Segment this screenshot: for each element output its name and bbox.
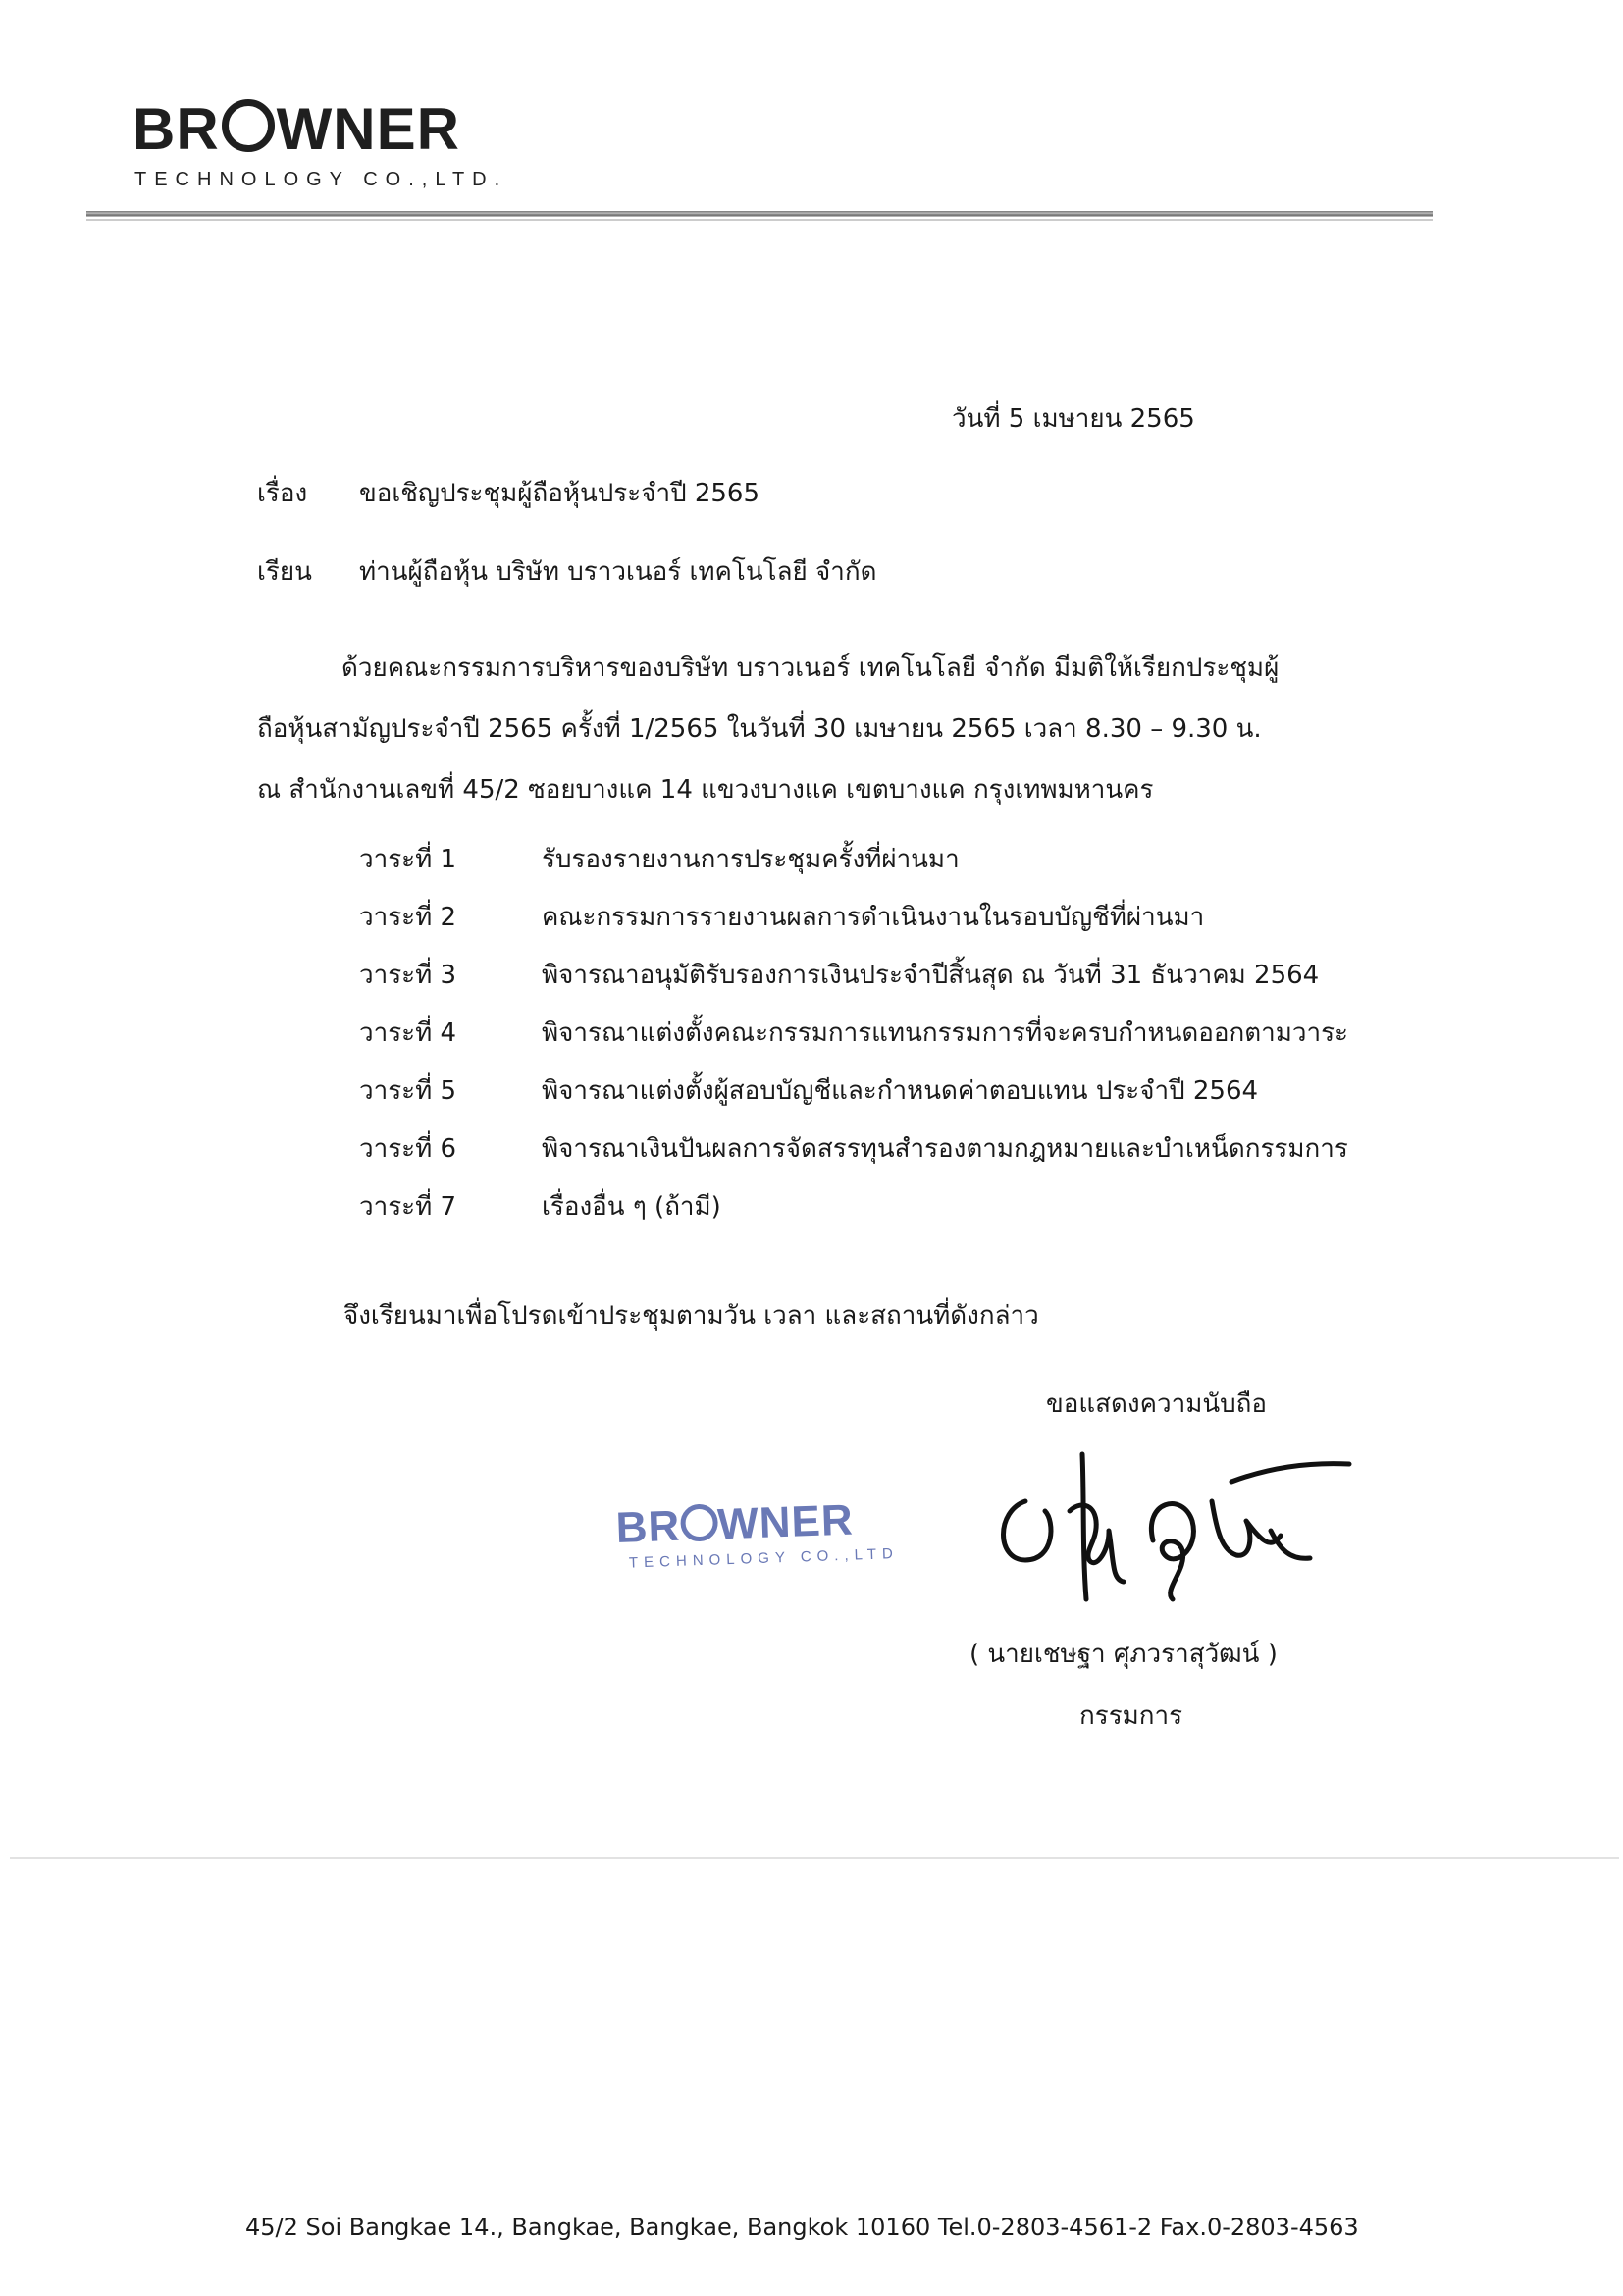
agenda-text: เรื่องอื่น ๆ (ถ้ามี) [542,1192,721,1222]
agenda-number: วาระที่ 4 [359,1018,457,1048]
agenda-text: พิจารณาเงินปันผลการจัดสรรทุนสำรองตามกฎหมายและบำเหน็ดกรรมการ [542,1134,1348,1164]
company-address-footer: 45/2 Soi Bangkae 14., Bangkae, Bangkae, Bangkok 10160 Tel.0-2803-4561-2 Fax.0-2803-4563 [245,2214,1359,2241]
body-line: ถือหุ้นสามัญประจำปี 2565 ครั้งที่ 1/2565 ในวันที่ 30 เมษายน 2565 เวลา 8.30 – 9.30 น. [257,714,1262,744]
agenda-text: คณะกรรมการรายงานผลการดำเนินงานในรอบบัญชีที่ผ่านมา [542,903,1205,932]
body-line: ณ สำนักงานเลขที่ 45/2 ซอยบางแค 14 แขวงบางแค เขตบางแค กรุงเทพมหานคร [257,775,1154,805]
subject-value: ขอเชิญประชุมผู้ถือหุ้นประจำปี 2565 [359,479,760,508]
agenda-number: วาระที่ 2 [359,903,457,932]
addressee-value: ท่านผู้ถือหุ้น บริษัท บราวเนอร์ เทคโนโลยี จำกัด [359,557,877,587]
agenda-number: วาระที่ 3 [359,961,457,990]
company-logo [132,98,507,191]
footer-divider [10,1857,1619,1859]
agenda-text: พิจารณาแต่งตั้งคณะกรรมการแทนกรรมการที่จะครบกำหนดออกตามวาระ [542,1018,1349,1048]
letter-date: วันที่ 5 เมษายน 2565 [952,404,1195,434]
agenda-number: วาระที่ 6 [359,1134,457,1164]
stamp-wordmark: BR WNER [614,1495,855,1552]
body-line: ด้วยคณะกรรมการบริหารของบริษัท บราวเนอร์ เทคโนโลยี จำกัด มีมติให้เรียกประชุมผู้ [341,653,1280,683]
signer-name: ( นายเชษฐา ศุภวราสุวัฒน์ ) [969,1640,1278,1669]
agenda-text: รับรองรายงานการประชุมครั้งที่ผ่านมา [542,845,960,874]
addressee-label: เรียน [257,557,312,587]
stamp-subtitle: TECHNOLOGY CO.,LTD [628,1544,900,1572]
agenda-number: วาระที่ 1 [359,845,457,874]
agenda-number: วาระที่ 7 [359,1192,457,1222]
letterhead-divider [86,211,1433,217]
logo-o-ring-icon [222,99,275,152]
stamp-o-ring-icon [680,1503,718,1541]
closing-text: จึงเรียนมาเพื่อโปรดเข้าประชุมตามวัน เวลา และสถานที่ดังกล่าว [343,1301,1039,1331]
subject-label: เรื่อง [257,479,308,508]
company-stamp [615,1494,899,1572]
agenda-text: พิจารณาแต่งตั้งผู้สอบบัญชีและกำหนดค่าตอบแทน ประจำปี 2564 [542,1076,1259,1106]
body-paragraph [257,638,1425,820]
company-logo-wordmark: BR WNER [132,96,460,162]
handwritten-signature [986,1442,1359,1609]
signer-title: กรรมการ [1079,1701,1183,1731]
company-logo-subtitle: TECHNOLOGY CO.,LTD. [134,169,508,190]
agenda-text: พิจารณาอนุมัติรับรองการเงินประจำปีสิ้นสุด ณ วันที่ 31 ธันวาคม 2564 [542,961,1320,990]
agenda-number: วาระที่ 5 [359,1076,457,1106]
letterhead-divider-thin [86,219,1433,221]
regards-text: ขอแสดงความนับถือ [1046,1389,1267,1419]
